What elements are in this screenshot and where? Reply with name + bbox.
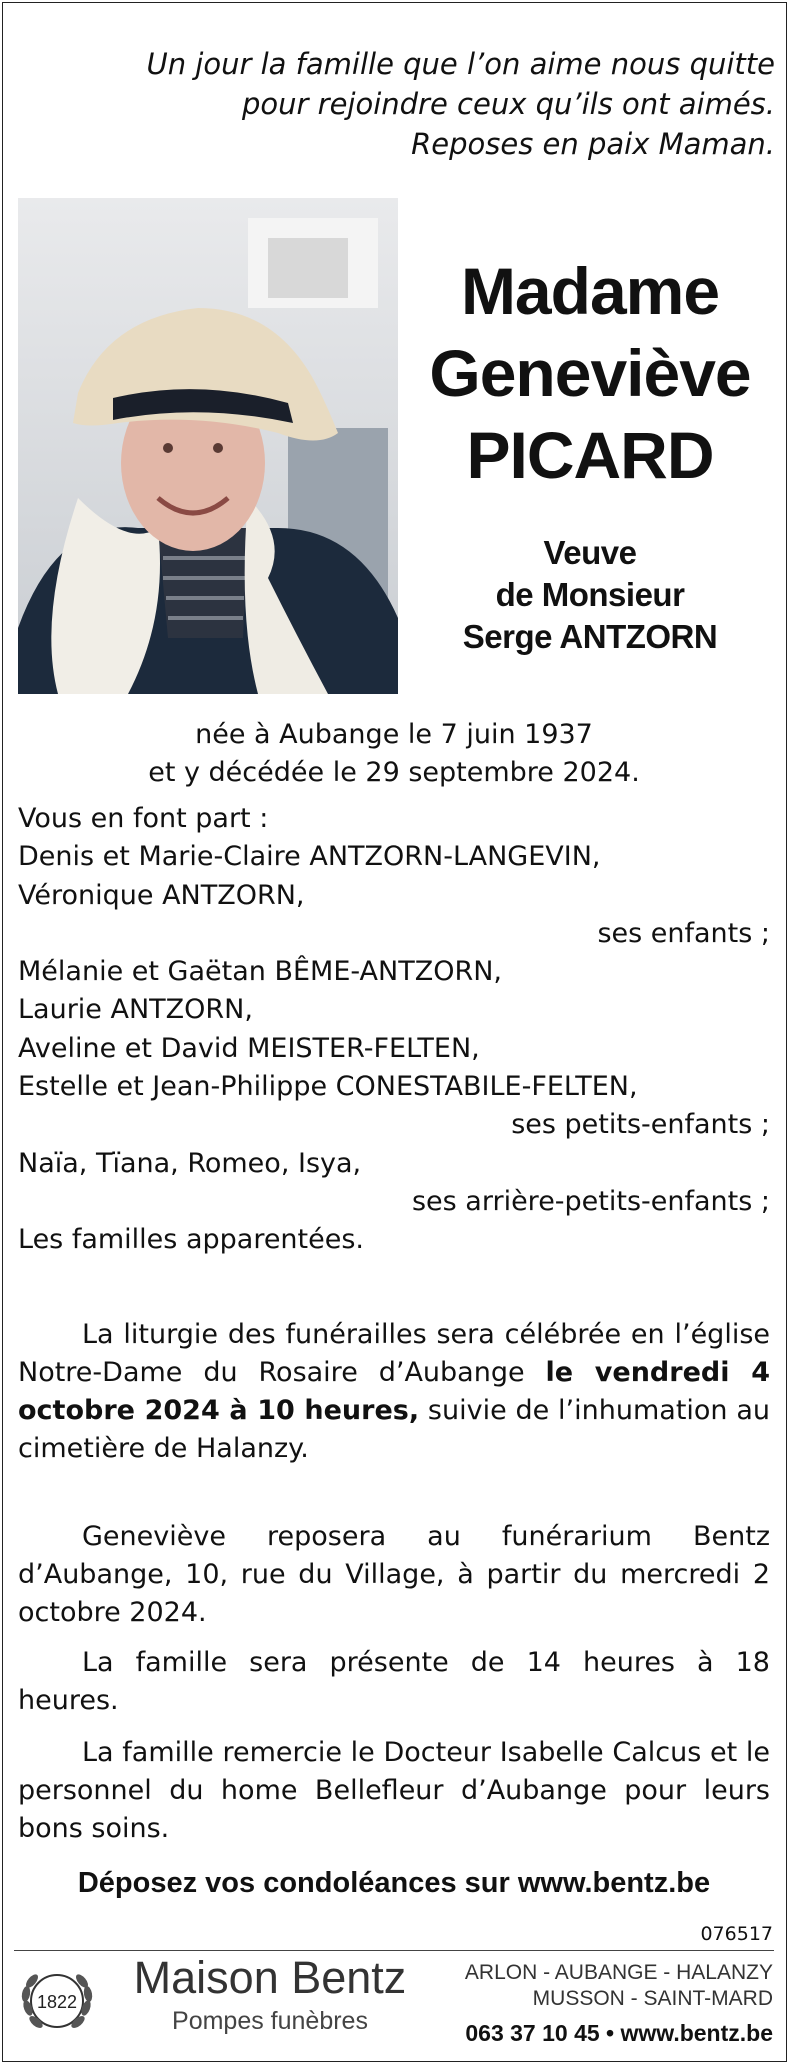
epigraph-line: Un jour la famille que l’on aime nous quitte	[146, 47, 775, 81]
deceased-name	[400, 250, 780, 496]
children-label: ses enfants ;	[597, 917, 770, 949]
thanks-paragraph	[18, 1734, 770, 1848]
seal-year: 1822	[36, 1992, 78, 2012]
grandchild-entry: Estelle et Jean-Philippe CONESTABILE-FELTEN,	[18, 1071, 638, 1103]
grandchildren-label: ses petits-enfants ;	[511, 1109, 770, 1141]
epigraph	[75, 44, 775, 164]
great-grandchildren-label: ses arrière-petits-enfants ;	[411, 1185, 770, 1217]
cities-line: MUSSON - SAINT-MARD	[532, 1987, 773, 2010]
rest-paragraph	[18, 1518, 770, 1632]
child-entry: Véronique ANTZORN,	[18, 879, 305, 911]
deceased-last-name: PICARD	[466, 418, 714, 492]
brand-name: Maison Bentz	[133, 1952, 407, 2003]
related-families: Les familles apparentées.	[18, 1224, 365, 1256]
birth-line: née à Aubange le 7 juin 1937	[195, 719, 593, 750]
liturgy-paragraph	[18, 1316, 770, 1468]
deceased-first-name: Geneviève	[429, 336, 751, 410]
branch-cities	[423, 1960, 773, 2012]
laurel-seal-icon	[16, 1960, 98, 2042]
great-grandchild-entry: Naïa, Tïana, Romeo, Isya,	[18, 1147, 362, 1179]
grandchild-entry: Mélanie et Gaëtan BÊME-ANTZORN,	[18, 956, 502, 988]
family-announcement	[18, 800, 770, 1260]
cities-line: ARLON - AUBANGE - HALANZY	[464, 1961, 773, 1984]
grandchild-entry: Aveline et David MEISTER-FELTEN,	[18, 1032, 480, 1064]
epigraph-line: Reposes en paix Maman.	[411, 127, 775, 161]
portrait-photo	[18, 198, 398, 694]
grandchild-entry: Laurie ANTZORN,	[18, 994, 253, 1026]
child-entry: Denis et Marie-Claire ANTZORN-LANGEVIN,	[18, 841, 601, 873]
contact-info: 063 37 10 45 • www.bentz.be	[465, 2020, 773, 2046]
condolences-line: Déposez vos condoléances sur www.bentz.be	[77, 1867, 711, 1899]
widow-line: Veuve	[543, 534, 637, 571]
presence-paragraph	[18, 1644, 770, 1720]
widow-line: Serge ANTZORN	[462, 618, 718, 655]
announcement-intro: Vous en font part :	[18, 803, 269, 834]
thanks-text: La famille remercie le Docteur Isabelle Calcus et le personnel du home Bellefleur d’Aubange pour leurs bons soins.	[18, 1737, 770, 1844]
liturgy-text: La liturgie des funérailles sera célébrée en l’église Notre-Dame du Rosaire d’Aubange	[18, 1319, 770, 1388]
rest-text: Geneviève reposera au funérarium Bentz d’Aubange, 10, rue du Village, à partir du mercredi 2 octobre 2024.	[18, 1521, 770, 1628]
brand-subtitle: Pompes funèbres	[172, 2007, 368, 2035]
epigraph-line: pour rejoindre ceux qu’ils ont aimés.	[241, 87, 775, 121]
death-line: et y décédée le 29 septembre 2024.	[148, 757, 640, 788]
liturgy-date: le vendredi 4 octobre 2024 à 10 heures,	[18, 1357, 770, 1426]
liturgy-text-end: suivie de l’inhumation au cimetière de Halanzy.	[18, 1395, 770, 1464]
birth-death-info	[18, 716, 770, 792]
presence-text: La famille sera présente de 14 heures à 18 heures.	[18, 1647, 770, 1716]
widow-line: de Monsieur	[495, 576, 685, 613]
widow-of	[400, 532, 780, 658]
reference-number: 076517	[700, 1923, 773, 1945]
deceased-title: Madame	[460, 254, 720, 328]
